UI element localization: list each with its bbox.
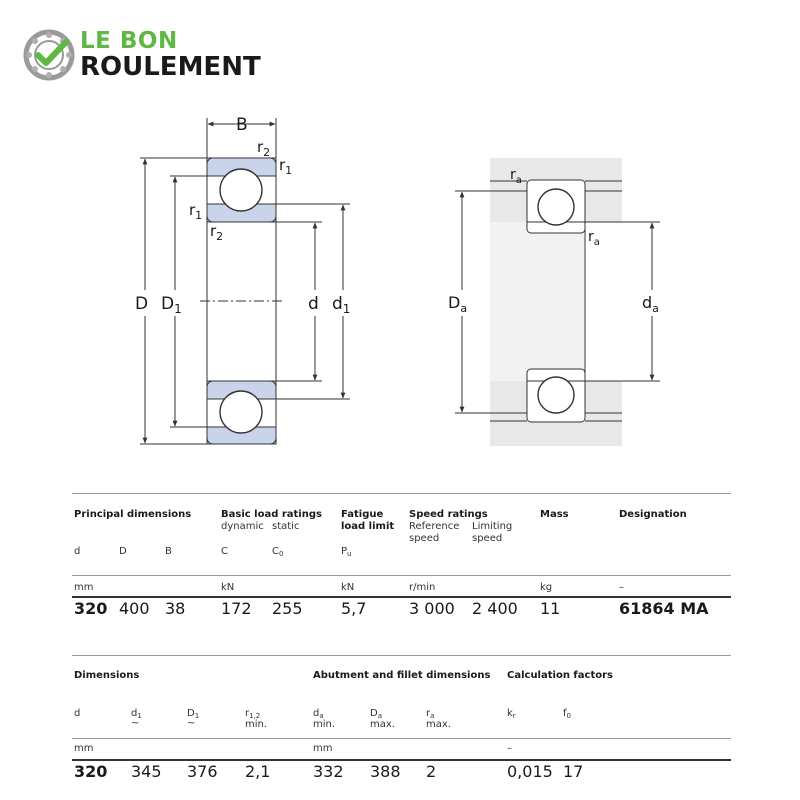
hdr-reference-2: speed (409, 533, 440, 544)
row2-kr: 0,015 (507, 762, 553, 781)
sym2-da-min: min. (313, 719, 336, 730)
row2-r12: 2,1 (245, 762, 271, 781)
label-da: $d_a$ (642, 293, 659, 315)
unit2-mm-2: mm (313, 743, 333, 754)
label-r2-bottom: $r_2$ (210, 222, 224, 243)
label-r2-top: $r_2$ (257, 138, 271, 159)
unit2-dash: – (507, 743, 512, 754)
row-C0: 255 (272, 599, 303, 618)
label-d1: $d_1$ (332, 294, 351, 316)
row-d: 320 (74, 599, 108, 618)
row2-d: 320 (74, 762, 108, 781)
table2-data-rule (72, 759, 731, 761)
label-ra-right: $r_a$ (588, 229, 600, 248)
hdr-fatigue-2: load limit (341, 521, 395, 532)
brand-name-line1: LE BON (80, 28, 178, 54)
row-B: 38 (165, 599, 186, 618)
row2-da: 332 (313, 762, 344, 781)
row-C: 172 (221, 599, 252, 618)
brand-name-line2: ROULEMENT (80, 52, 261, 82)
unit-kn-2: kN (341, 582, 355, 593)
label-Da: $D_a$ (448, 293, 468, 315)
sym2-ra: $r_a$ (426, 708, 435, 720)
sym2-da: $d_a$ (313, 708, 324, 720)
sym2-d1: $d_1$ (131, 708, 142, 720)
hdr-limiting-2: speed (472, 533, 503, 544)
sym2-d: d (74, 708, 81, 719)
row-D: 400 (119, 599, 150, 618)
sym2-r12: $r_{1,2}$ (245, 708, 261, 720)
label-B: B (236, 115, 248, 135)
hdr-dimensions: Dimensions (74, 670, 140, 681)
label-r1-left: $r_1$ (189, 201, 203, 222)
sym2-r12-min: min. (245, 719, 268, 730)
sym-D: D (119, 546, 127, 557)
label-d: d (308, 294, 319, 314)
hdr-static: static (272, 521, 300, 532)
unit-mm: mm (74, 582, 94, 593)
hdr-calc: Calculation factors (507, 670, 613, 681)
row2-D1: 376 (187, 762, 218, 781)
hdr-dynamic: dynamic (221, 521, 264, 532)
hdr-abutment: Abutment and fillet dimensions (313, 670, 491, 681)
unit2-mm-1: mm (74, 743, 94, 754)
hdr-mass: Mass (540, 509, 569, 520)
table2-unit-rule (72, 738, 731, 739)
unit-dash: – (619, 582, 624, 593)
sym-Pu: $P_u$ (341, 546, 352, 558)
sym2-Da: $D_a$ (370, 708, 382, 720)
row-ref-speed: 3 000 (409, 599, 455, 618)
row-lim-speed: 2 400 (472, 599, 518, 618)
table1-unit-rule (72, 575, 731, 576)
label-r1-top: $r_1$ (279, 156, 293, 177)
table1-data-rule (72, 596, 731, 598)
row-designation: 61864 MA (619, 599, 709, 618)
hdr-reference-1: Reference (409, 521, 460, 532)
sym-C: C (221, 546, 228, 557)
row2-f0: 17 (563, 762, 584, 781)
hdr-principal: Principal dimensions (74, 509, 192, 520)
label-D: D (135, 294, 149, 314)
unit-kg: kg (540, 582, 553, 593)
row2-Da: 388 (370, 762, 401, 781)
hdr-basic-load: Basic load ratings (221, 509, 322, 520)
unit-rmin: r/min (409, 582, 436, 593)
sym-B: B (165, 546, 172, 557)
sym2-D1-tilde: ~ (187, 718, 196, 729)
sym-C0: $C_0$ (272, 546, 284, 558)
sym2-Da-max: max. (370, 719, 395, 730)
unit-kn-1: kN (221, 582, 235, 593)
label-D1: $D_1$ (161, 294, 182, 316)
row2-ra: 2 (426, 762, 437, 781)
hdr-fatigue-1: Fatigue (341, 509, 384, 520)
table2-top-rule (72, 655, 731, 656)
sym2-ra-max: max. (426, 719, 451, 730)
row-Pu: 5,7 (341, 599, 367, 618)
sym2-D1: $D_1$ (187, 708, 200, 720)
sym2-f0: $f_0$ (563, 708, 571, 720)
sym2-d1-tilde: ~ (131, 718, 140, 729)
sym-d: d (74, 546, 81, 557)
hdr-speed: Speed ratings (409, 509, 488, 520)
row2-d1: 345 (131, 762, 162, 781)
table1-top-rule (72, 493, 731, 494)
hdr-designation: Designation (619, 509, 687, 520)
hdr-limiting-1: Limiting (472, 521, 513, 532)
label-ra-top: $r_a$ (510, 167, 522, 186)
sym2-kr: $k_r$ (507, 708, 516, 720)
row-mass: 11 (540, 599, 561, 618)
